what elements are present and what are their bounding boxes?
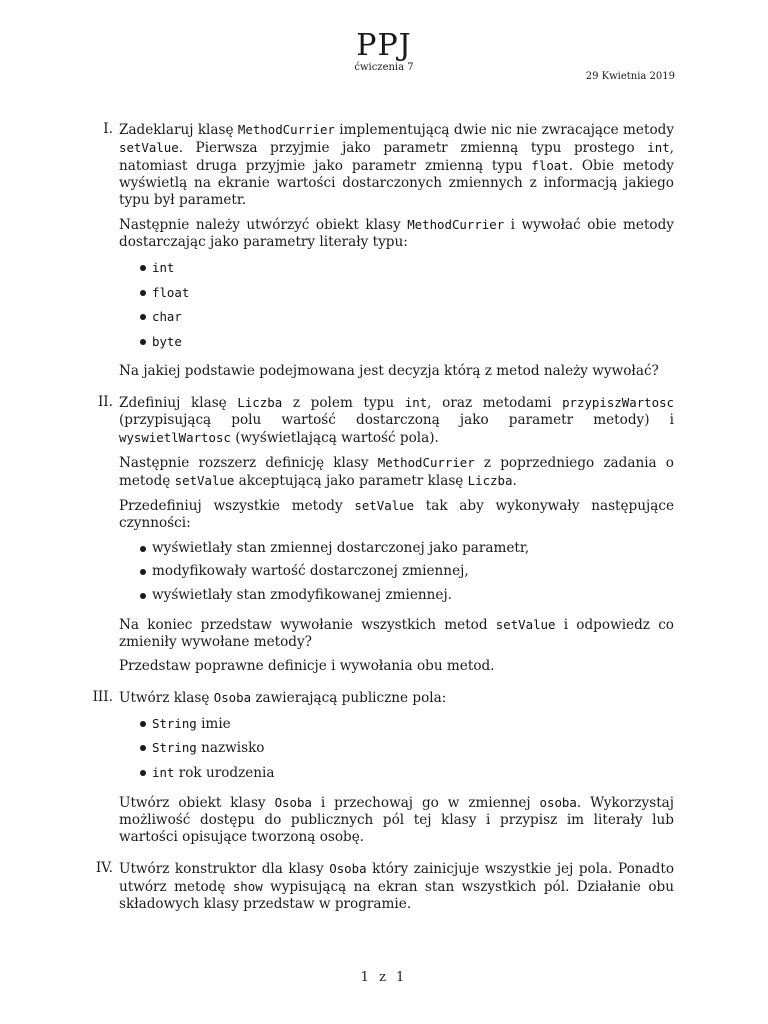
exercise-4-number: IV. <box>95 859 113 876</box>
bullet-icon <box>140 569 146 575</box>
list-item: byte <box>119 333 674 351</box>
exercise-4-paragraph-1: Utwórz konstruktor dla klasy Osoba który zainicjuje wszystkie jej pola. Ponadto utwórz metodę show wypisującą na ekran stan wszystkich pól. Działanie obu składowych klasy przedstaw w programie. <box>119 860 674 912</box>
bullet-icon <box>140 770 146 776</box>
list-item: wyświetlały stan zmodyfikowanej zmiennej. <box>119 587 674 604</box>
bullet-icon <box>140 593 146 599</box>
list-item: modyfikowały wartość dostarczonej zmiennej, <box>119 563 674 580</box>
exercise-2-paragraph-3: Przedefiniuj wszystkie metody setValue tak aby wykonywały następujące czynności: <box>119 497 674 531</box>
exercise-2-paragraph-4: Na koniec przedstaw wywołanie wszystkich metod setValue i odpowiedz co zmieniły wywołane metody? <box>119 616 674 650</box>
list-item: char <box>119 308 674 326</box>
exercise-2-paragraph-5: Przedstaw poprawne definicje i wywołania obu metod. <box>119 657 495 674</box>
bullet-icon <box>140 314 146 320</box>
exercise-2-paragraph-2: Następnie rozszerz definicję klasy MethodCurrier z poprzedniego zadania o metodę setValue akceptującą jako parametr klasę Liczba. <box>119 454 674 489</box>
exercise-3-paragraph-1: Utwórz klasę Osoba zawierającą publiczne pola: <box>119 689 447 706</box>
document-title: PPJ <box>356 28 412 63</box>
list-item: String imie <box>119 715 674 733</box>
document-subtitle: ćwiczenia 7 <box>354 62 414 73</box>
exercise-2-number: II. <box>97 393 113 410</box>
document-date: 29 Kwietnia 2019 <box>585 71 675 82</box>
exercise-3-field-list <box>119 715 674 782</box>
list-item: String nazwisko <box>119 739 674 757</box>
page-number: 1 z 1 <box>360 970 408 985</box>
exercise-3-number: III. <box>92 688 113 705</box>
bullet-icon <box>140 721 146 727</box>
bullet-icon <box>140 290 146 296</box>
exercise-1-question: Na jakiej podstawie podejmowana jest decyzja którą z metod należy wywołać? <box>119 362 659 379</box>
list-item: wyświetlały stan zmiennej dostarczonej jako parametr, <box>119 540 674 557</box>
bullet-icon <box>140 265 146 271</box>
bullet-icon <box>140 339 146 345</box>
exercise-2-task-list <box>119 540 674 604</box>
list-item: float <box>119 284 674 302</box>
exercise-1-paragraph-2: Następnie należy utwórzyć obiekt klasy MethodCurrier i wywołać obie metody dostarczając jako parametry literały typu: <box>119 217 674 250</box>
exercise-1 <box>103 121 675 380</box>
exercise-1-number: I. <box>103 121 113 137</box>
list-item: int rok urodzenia <box>119 764 674 782</box>
exercise-3 <box>92 688 674 846</box>
exercise-2 <box>97 393 674 675</box>
bullet-icon <box>140 745 146 751</box>
exercise-3-paragraph-2: Utwórz obiekt klasy Osoba i przechowaj go w zmiennej osoba. Wykorzystaj możliwość dostępu do publicznych pól tej klasy i przypisz im literały lub wartości opisujące tworzoną osobę. <box>119 794 674 845</box>
exercise-list <box>92 121 675 927</box>
exercise-4 <box>95 859 674 913</box>
bullet-icon <box>140 546 146 552</box>
exercise-2-paragraph-1: Zdefiniuj klasę Liczba z polem typu int, oraz metodami przypiszWartosc (przypisującą polu wartość dostarczoną jako parametr metody) i wyswietlWartosc (wyświetlającą wartość pola). <box>119 394 674 446</box>
exercise-1-type-list <box>119 259 674 351</box>
list-item: int <box>119 259 674 277</box>
exercise-1-paragraph-1: Zadeklaruj klasę MethodCurrier implementującą dwie nic nie zwracające metody setValue. Pierwsza przyjmie jako parametr zmienną typu prostego int, natomiast druga przyjmie jako parametr zmienną typu float. Obie metody wyświetlą na ekranie wartości dostarczonych zmiennych z informacją jakiego typu był parametr. <box>119 122 675 208</box>
